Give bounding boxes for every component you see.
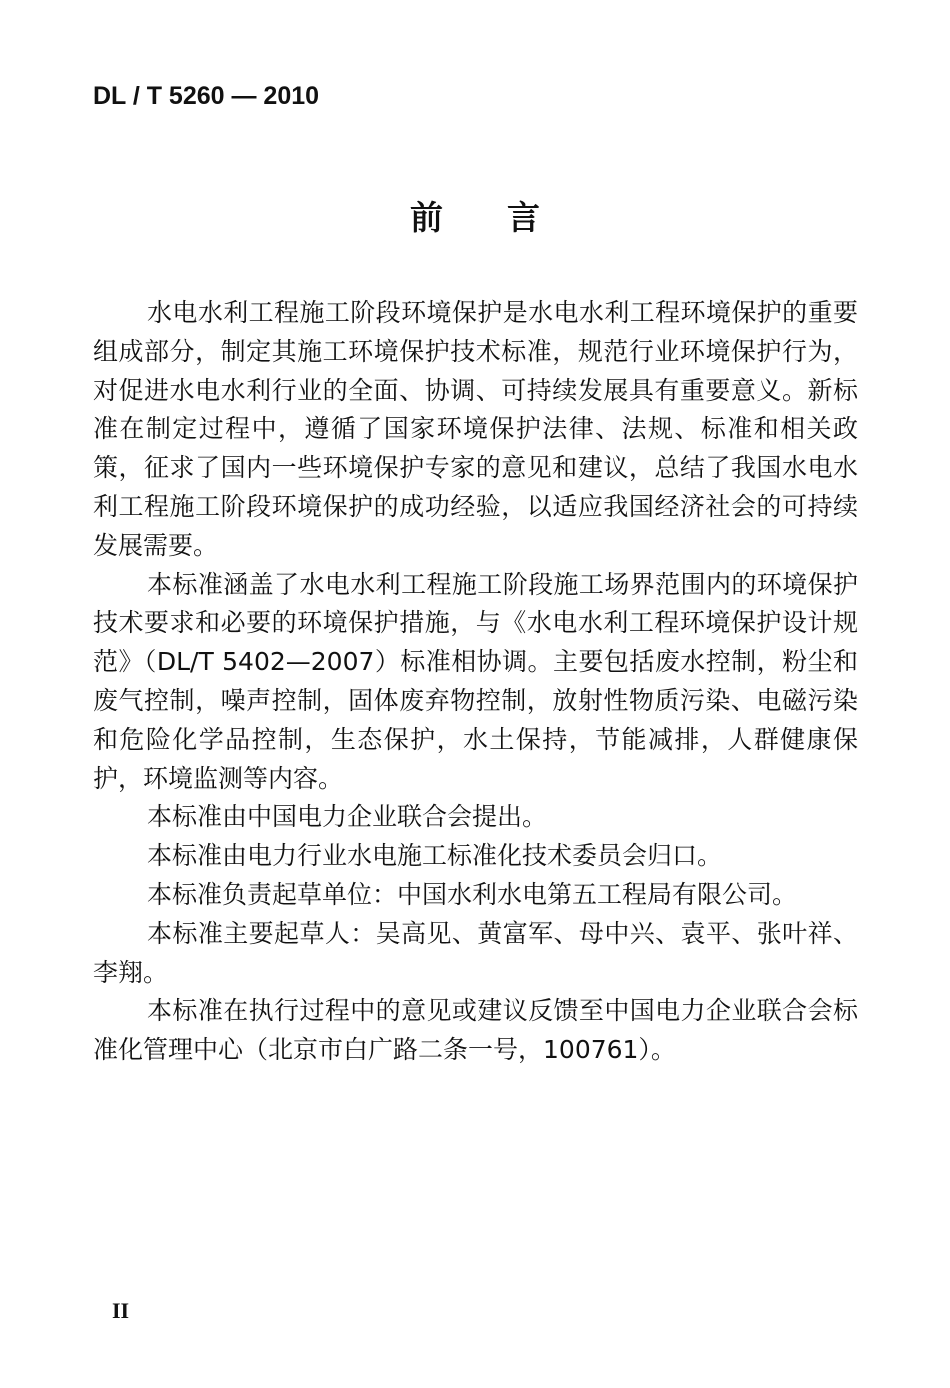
title-char-1: 前 [410,198,443,237]
paragraph-committee: 本标准由电力行业水电施工标准化技术委员会归口。 [147,841,723,871]
paragraph-feedback: 本标准在执行过程中的意见或建议反馈至中国电力企业联合会标准化管理中心（北京市白广路二条一号，100761）。 [93,996,858,1065]
paragraph-intro: 水电水利工程施工阶段环境保护是水电水利工程环境保护的重要组成部分，制定其施工环境保护技术标准，规范行业环境保护行为，对促进水电水利行业的全面、协调、可持续发展具有重要意义。新标准在制定过程中，遵循了国家环境保护法律、法规、标准和相关政策，征求了国内一些环境保护专家的意见和建议，总结了我国水电水利工程施工阶段环境保护的成功经验，以适应我国经济社会的可持续发展需要。 [93,298,858,560]
paragraph-drafters: 本标准主要起草人：吴高见、黄富军、母中兴、袁平、张叶祥、李翔。 [93,918,858,987]
paragraph-scope: 本标准涵盖了水电水利工程施工阶段施工场界范围内的环境保护技术要求和必要的环境保护措施，与《水电水利工程环境保护设计规范》（DL/T 5402—2007）标准相协调。主要包括废水控制，粉尘和废气控制，噪声控制，固体废弃物控制，放射性物质污染、电磁污染和危险化学品控制，生态保护，水土保持，节能减排，人群健康保护，环境监测等内容。 [93,569,858,793]
paragraph-proposer: 本标准由中国电力企业联合会提出。 [147,802,548,832]
paragraph-drafting-unit: 本标准负责起草单位：中国水利水电第五工程局有限公司。 [147,879,798,909]
foreword-body [93,294,858,1070]
page-title [0,192,950,239]
title-char-2: 言 [507,198,540,237]
page-number: II [112,1298,130,1323]
standard-code: DL / T 5260 — 2010 [93,82,320,110]
